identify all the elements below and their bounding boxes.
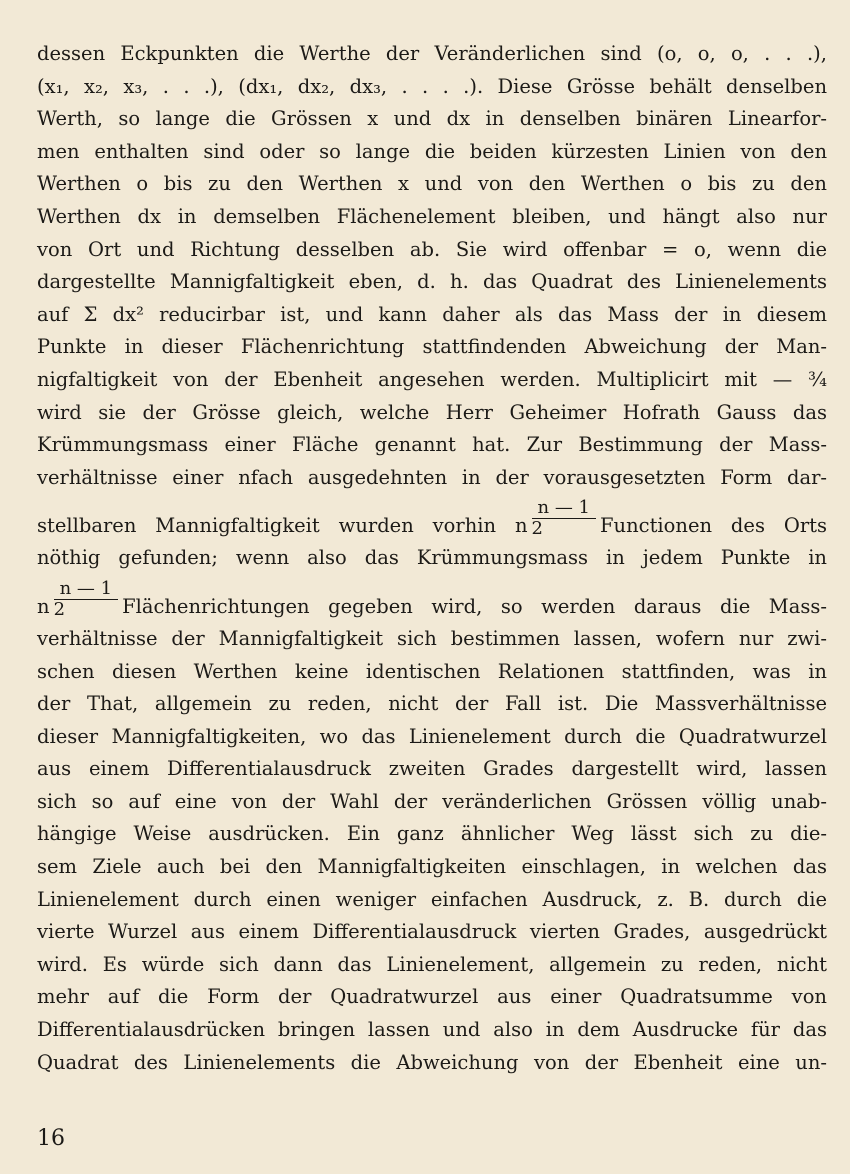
text-line-with-fraction [37, 494, 827, 542]
line-segment: Flächenrichtungen gegeben wird, so werden daraus die Mass- [122, 594, 827, 618]
text-line: Quadrat des Linienelements die Abweichung von der Ebenheit eine un- [37, 1050, 827, 1074]
text-line: Werth, so lange die Grössen x und dx in denselben binären Linearfor- [37, 107, 827, 131]
line-segment: stellbaren Mannigfaltigkeit wurden vorhin n [37, 514, 528, 538]
fraction-denominator: 2 [53, 598, 66, 620]
text-line-with-fraction [37, 575, 827, 623]
text-line: Werthen dx in demselben Flächenelement bleiben, und hängt also nur [37, 204, 827, 228]
body-text [37, 38, 827, 1079]
text-line: dieser Mannigfaltigkeiten, wo das Linienelement durch die Quadratwurzel [37, 724, 827, 748]
text-line: hängige Weise ausdrücken. Ein ganz ähnlicher Weg lässt sich zu die- [37, 822, 827, 846]
text-line: von Ort und Richtung desselben ab. Sie wird offenbar = o, wenn die [37, 237, 827, 261]
line-segment: n [37, 594, 50, 618]
text-line: der That, allgemein zu reden, nicht der Fall ist. Die Massverhältnisse [37, 692, 827, 716]
text-line: aus einem Differentialausdruck zweiten Grades dargestellt wird, lassen [37, 757, 827, 781]
text-line: sich so auf eine von der Wahl der veränderlichen Grössen völlig unab- [37, 789, 827, 813]
fraction-denominator: 2 [531, 518, 543, 540]
text-line: mehr auf die Form der Quadratwurzel aus einer Quadratsumme von [37, 985, 827, 1009]
text-line: Werthen o bis zu den Werthen x und von den Werthen o bis zu den [37, 172, 827, 196]
fraction-numerator: n — 1 [54, 579, 119, 600]
text-line: vierte Wurzel aus einem Differentialausdruck vierten Grades, ausgedrückt [37, 920, 827, 944]
text-line: Krümmungsmass einer Fläche genannt hat. Zur Bestimmung der Mass- [37, 433, 827, 457]
text-line: nöthig gefunden; wenn also das Krümmungsmass in jedem Punkte in [37, 546, 827, 570]
text-line: verhältnisse einer nfach ausgedehnten in der vorausgesetzten Form dar- [37, 465, 827, 489]
text-line: sem Ziele auch bei den Mannigfaltigkeiten einschlagen, in welchen das [37, 855, 827, 879]
text-line: schen diesen Werthen keine identischen Relationen stattfinden, was in [37, 659, 827, 683]
fraction-numerator: n — 1 [532, 498, 597, 519]
text-line: dessen Eckpunkten die Werthe der Veränderlichen sind (o, o, o, . . .), [37, 42, 827, 65]
line-segment: Functionen des Orts [600, 514, 827, 538]
text-line: wird. Es würde sich dann das Linienelement, allgemein zu reden, nicht [37, 952, 827, 976]
text-line: Differentialausdrücken bringen lassen und also in dem Ausdrucke für das [37, 1018, 827, 1042]
fraction [54, 579, 119, 620]
text-line: wird sie der Grösse gleich, welche Herr Geheimer Hofrath Gauss das [37, 400, 827, 424]
text-line: dargestellte Mannigfaltigkeit eben, d. h. das Quadrat des Linienelements [37, 270, 827, 294]
text-line: Punkte in dieser Flächenrichtung stattfindenden Abweichung der Man- [37, 335, 827, 359]
page-number: 16 [37, 1126, 65, 1151]
text-line: auf Σ dx² reducirbar ist, und kann daher als das Mass der in diesem [37, 302, 827, 326]
text-line: nigfaltigkeit von der Ebenheit angesehen werden. Multiplicirt mit — ¾ [37, 367, 827, 391]
text-line: men enthalten sind oder so lange die beiden kürzesten Linien von den [37, 139, 827, 163]
text-line: Linienelement durch einen weniger einfachen Ausdruck, z. B. durch die [37, 887, 827, 911]
text-line: verhältnisse der Mannigfaltigkeit sich bestimmen lassen, wofern nur zwi- [37, 626, 827, 650]
fraction [532, 498, 597, 539]
text-line: (x₁, x₂, x₃, . . .), (dx₁, dx₂, dx₃, . . . .). Diese Grösse behält denselben [37, 74, 827, 98]
